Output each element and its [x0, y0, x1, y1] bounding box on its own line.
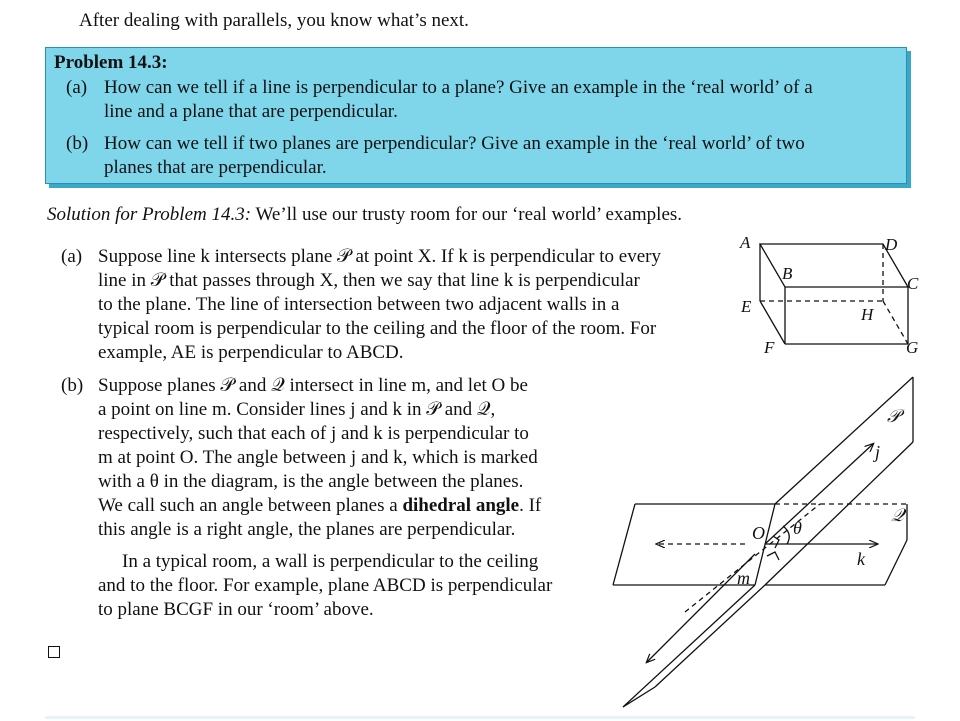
part-b-line-4: m at point O. The angle between j and k, which is marked	[98, 447, 538, 468]
room-label-b: B	[782, 264, 793, 283]
part-a-line-1: Suppose line k intersects plane 𝒫 at point X. If k is perpendicular to every	[98, 246, 661, 267]
intro-text: After dealing with parallels, you know what’s next.	[79, 10, 469, 31]
m-right-angle-mark	[767, 552, 779, 560]
dihedral-angle-term: dihedral angle	[402, 495, 520, 516]
room-label-c: C	[907, 274, 919, 293]
solution-part-b	[61, 374, 621, 624]
plane-p-top-edge	[775, 377, 913, 504]
part-b-line-3: respectively, such that each of j and k is perpendicular to	[98, 423, 529, 444]
problem-part-a	[66, 76, 906, 124]
part-a-line-4: typical room is perpendicular to the ceiling and the floor of the room. For	[98, 318, 657, 339]
theta-arc	[783, 526, 789, 544]
label-theta: θ	[793, 518, 802, 538]
room-label-d: D	[885, 235, 898, 254]
room-diagram	[735, 232, 935, 362]
part-b-line-6-before: We call such an angle between planes a	[98, 495, 403, 516]
problem-part-a-label: (a)	[66, 77, 88, 98]
room-label-e: E	[741, 297, 752, 316]
solution-lead-italic: Solution for Problem 14.3:	[47, 204, 252, 225]
part-b-line-6	[98, 494, 541, 518]
label-plane-q: 𝒬	[891, 505, 904, 525]
line-j-upper	[765, 444, 873, 544]
planes-diagram	[605, 372, 935, 712]
solution-part-a	[61, 245, 741, 369]
room-label-g: G	[906, 338, 919, 357]
part-b-line-6-after: . If	[519, 495, 542, 516]
label-line-j: j	[875, 442, 881, 462]
part-b-line-7: this angle is a right angle, the planes are perpendicular.	[98, 519, 516, 540]
problem-title: Problem 14.3:	[54, 52, 168, 73]
part-a-line-5: example, AE is perpendicular to ABCD.	[98, 342, 404, 363]
label-line-m: m	[737, 568, 750, 588]
label-point-o: O	[752, 523, 765, 543]
room-edge-hg	[883, 301, 908, 344]
plane-p-right-edge-lower	[655, 585, 765, 687]
room-label-f: F	[764, 338, 775, 357]
problem-part-b-label: (b)	[66, 133, 89, 154]
solution-lead-rest: We’ll use our trusty room for our ‘real world’ examples.	[251, 204, 683, 225]
problem-part-a-line-1: How can we tell if a line is perpendicular to a plane? Give an example in the ‘real world’ of a	[104, 77, 813, 98]
solution-part-b-label: (b)	[61, 375, 84, 396]
problem-part-a-line-2: line and a plane that are perpendicular.	[104, 101, 398, 122]
problem-part-b-line-1: How can we tell if two planes are perpendicular? Give an example in the ‘real world’ of two	[104, 133, 805, 154]
plane-p-left-edge-lower	[623, 585, 755, 707]
part-b-line-2: a point on line m. Consider lines j and k in 𝒫 and 𝒬,	[98, 399, 496, 420]
part-b-para2-line-2: and to the floor. For example, plane ABCD is perpendicular	[98, 575, 553, 596]
label-line-k: k	[857, 549, 865, 569]
plane-p-bottom-edge	[623, 687, 655, 707]
solution-part-a-label: (a)	[61, 246, 83, 267]
part-a-line-2: line in 𝒫 that passes through X, then we say that line k is perpendicular	[98, 270, 640, 291]
part-b-para2-line-3: to plane BCGF in our ‘room’ above.	[98, 599, 374, 620]
problem-part-b	[66, 132, 906, 180]
part-b-line-5: with a θ in the diagram, is the angle between the planes.	[98, 471, 524, 492]
part-b-line-1: Suppose planes 𝒫 and 𝒬 intersect in line m, and let O be	[98, 375, 528, 396]
plane-q-right-edge-lower	[885, 540, 907, 585]
plane-q-left-edge	[613, 504, 635, 585]
solution-lead	[47, 204, 682, 226]
label-plane-p: 𝒫	[887, 406, 900, 426]
room-label-a: A	[740, 233, 751, 252]
part-b-para2-line-1: In a typical room, a wall is perpendicular to the ceiling	[122, 551, 539, 572]
page-bottom-edge	[45, 716, 915, 719]
room-label-h: H	[861, 305, 874, 324]
part-a-line-3: to the plane. The line of intersection between two adjacent walls in a	[98, 294, 620, 315]
qed-square	[48, 646, 60, 658]
problem-part-b-line-2: planes that are perpendicular.	[104, 157, 327, 178]
